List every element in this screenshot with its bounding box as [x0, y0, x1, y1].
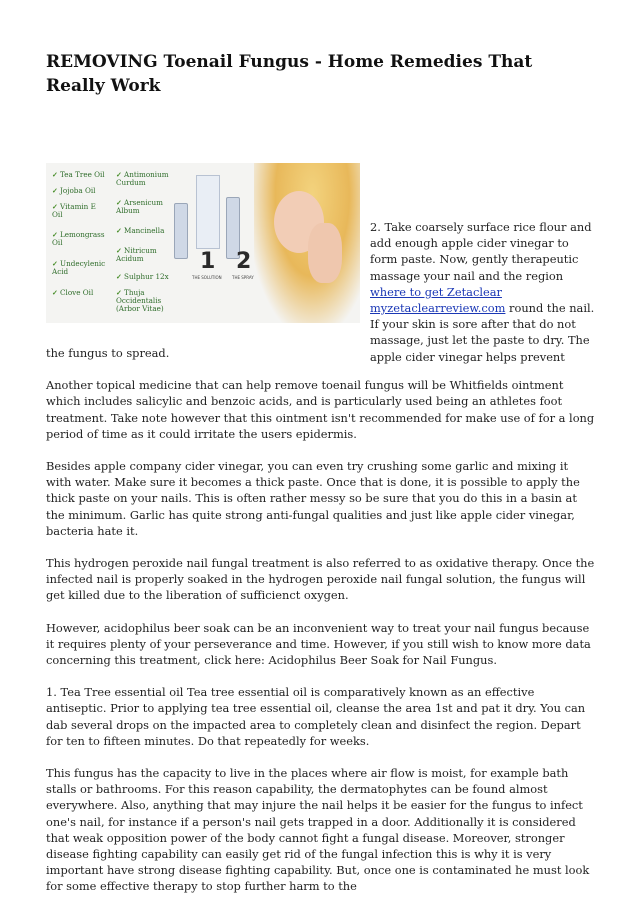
product-group [166, 175, 261, 285]
ingredient-item: ✓ Mancinella [116, 226, 165, 235]
check-icon: ✓ [116, 272, 123, 281]
paragraph: This hydrogen peroxide nail fungal treatment is also referred to as oxidative therapy. Once the infected nail is properly soaked in the hydrogen peroxide nail fungal solution, the fungus will get killed due to the liberation of sufficienct oxygen. [46, 556, 595, 603]
paragraph: This fungus has the capacity to live in the places where air flow is moist, for example bath stalls or bathrooms. For this reason capability, the dermatophytes can be found almost everywhere. Also, anything that may injure the nail helps it be easier for the fungus to infect one's nail, for instance if a person's nail gets trapped in a door. Additionally it is considered that weak opposition power of the body cannot fight a fungal disease. Moreover, stronger disease fighting capability can easily get rid of the fungal infection this is why it is very important have strong disease fighting capability. But, once one is contaminated he must look for some effective therapy to stop further harm to the [46, 766, 590, 894]
check-icon: ✓ [52, 259, 59, 268]
article-header [46, 50, 596, 98]
step-number: 2 [236, 249, 252, 274]
model-hand [308, 223, 342, 283]
page-title: REMOVING Toenail Fungus - Home Remedies That Really Work [46, 52, 533, 96]
ingredient-item: ✓ Antimonium Curdum [116, 170, 169, 187]
paragraph-continuation: the fungus to spread. [46, 346, 170, 360]
paragraph: 1. Tea Tree essential oil Tea tree essential oil is comparatively known as an effective antiseptic. Prior to applying tea tree essential oil, cleanse the area 1st and pat it dry. You can dab several drops on the impacted area to completely clean and disinfect the region. Depart for ten to fifteen minutes. Do that repeatedly for weeks. [46, 685, 586, 748]
ingredient-item: ✓ Clove Oil [52, 288, 94, 297]
bottle-icon [174, 203, 188, 259]
ingredient-item: ✓ Nitricum Acidum [116, 246, 157, 263]
check-icon: ✓ [116, 170, 123, 179]
ingredient-item: ✓ Undecylenic Acid [52, 259, 106, 276]
paragraph: Besides apple company cider vinegar, you can even try crushing some garlic and mixing it with water. Make sure it becomes a thick paste. Once that is done, it is possible to apply the thick paste on your nails. This is often rather messy so be sure that you do this in a basin at the minimum. Garlic has quite strong anti-fungal qualities and just like apple cider vinegar, bacteria hate it. [46, 459, 580, 538]
paragraph: Another topical medicine that can help remove toenail fungus will be Whitfields ointment which includes salicylic and benzoic acids, and is particularly used being an athletes foot treatment. Take note however that this ointment isn't recommended for make use of for a long period of time as it could irritate the users epidermis. [46, 378, 595, 441]
ingredient-item: ✓ Lemongrass Oil [52, 230, 105, 247]
product-image [46, 163, 360, 323]
step-caption: THE SPRAY [232, 275, 254, 280]
ingredient-item: ✓ Jojoba Oil [52, 186, 96, 195]
step-caption: THE SOLUTION [192, 275, 222, 280]
ingredient-item: ✓ Thuja Occidentalis (Arbor Vitae) [116, 288, 164, 313]
side-paragraph: 2. Take coarsely surface rice flour and add enough apple cider vinegar to form paste. Now, gently therapeutic massage your nail and the region where to get Zetaclear myzetaclearreview.com round the nail. If your skin is sore after that do not massage, just let the paste to dry. The apple cider vinegar helps prevent [370, 220, 595, 364]
check-icon: ✓ [116, 226, 123, 235]
step-number: 1 [200, 249, 216, 274]
paragraph: However, acidophilus beer soak can be an inconvenient way to treat your nail fungus because it requires plenty of your perseverance and time. However, if you still wish to know more data concerning this treatment, click here: Acidophilus Beer Soak for Nail Fungus. [46, 620, 591, 668]
ingredient-item: ✓ Sulphur 12x [116, 272, 169, 281]
check-icon: ✓ [52, 170, 59, 179]
article-body [46, 345, 596, 911]
check-icon: ✓ [116, 288, 123, 297]
zetaclear-link[interactable]: where to get Zetaclear myzetaclearreview.com [370, 284, 506, 316]
check-icon: ✓ [116, 246, 123, 255]
ingredient-item: ✓ Tea Tree Oil [52, 170, 105, 179]
check-icon: ✓ [52, 288, 59, 297]
ingredient-item: ✓ Arsenicum Album [116, 198, 163, 215]
ingredient-item: ✓ Vitamin E Oil [52, 202, 96, 219]
check-icon: ✓ [116, 198, 123, 207]
check-icon: ✓ [52, 202, 59, 211]
check-icon: ✓ [52, 186, 59, 195]
check-icon: ✓ [52, 230, 59, 239]
product-box [196, 175, 220, 249]
